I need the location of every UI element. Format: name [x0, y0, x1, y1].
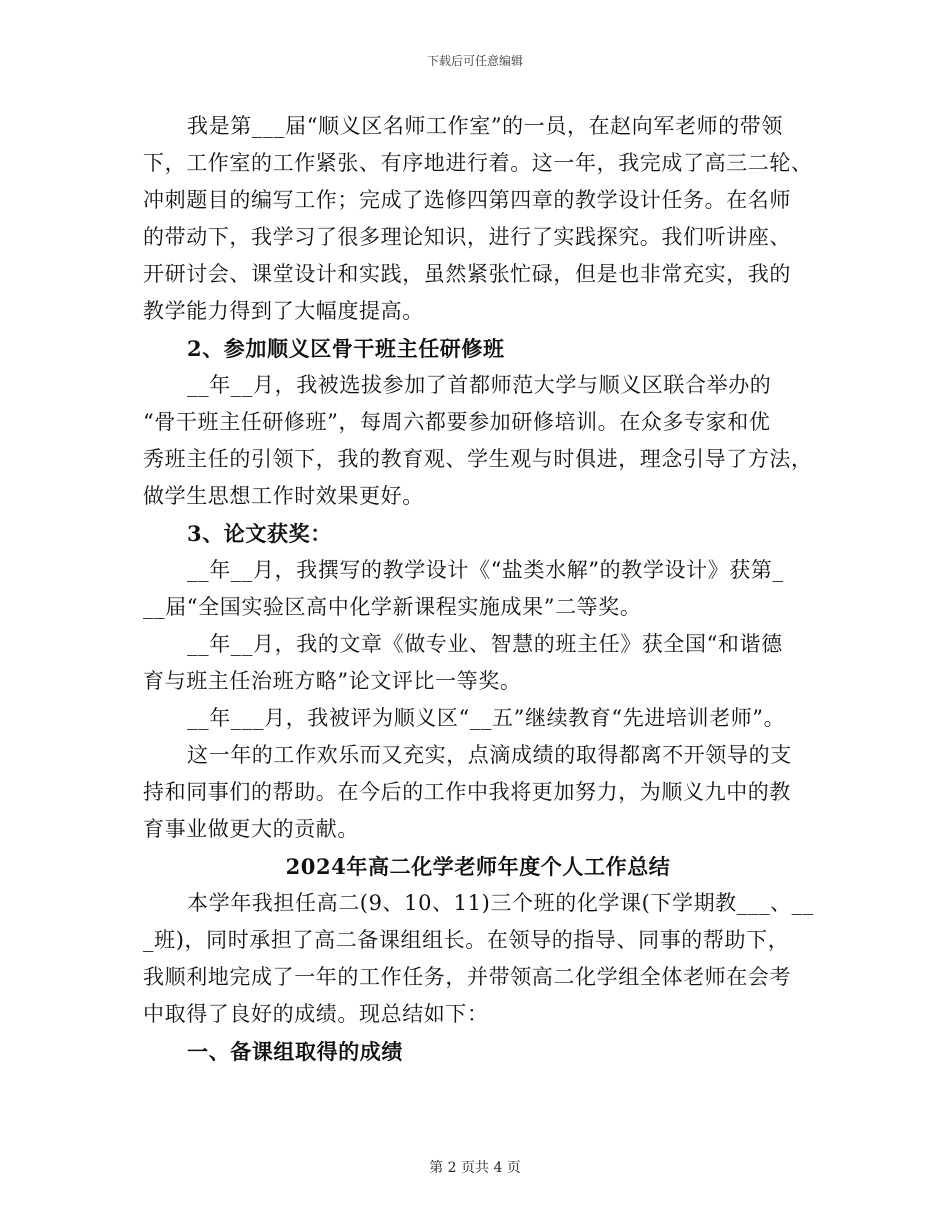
document-body — [143, 108, 813, 1070]
paragraph-line: 我顺利地完成了一年的工作任务，并带领高二化学组全体老师在会考 — [143, 965, 791, 989]
paragraph-line: __届“全国实验区高中化学新课程实施成果”二等奖。 — [143, 595, 642, 619]
section-heading: 3、论文获奖： — [187, 521, 332, 546]
paragraph-line: _班)，同时承担了高二备课组组长。在领导的指导、同事的帮助下， — [143, 928, 790, 952]
paragraph-line: 中取得了良好的成绩。现总结如下： — [143, 1002, 489, 1026]
paragraph-line: __年__月，我撰写的教学设计《“盐类水解”的教学设计》获第_ — [187, 558, 784, 582]
paragraph-line: 我是第___届“顺义区名师工作室”的一员，在赵向军老师的带领 — [187, 114, 783, 138]
paragraph-line: 育事业做更大的贡献。 — [143, 817, 359, 841]
paragraph-line: 这一年的工作欢乐而又充实，点滴成绩的取得都离不开领导的支 — [187, 743, 792, 767]
paragraph-line: 教学能力得到了大幅度提高。 — [143, 299, 424, 323]
paragraph-line: 开研讨会、课堂设计和实践，虽然紧张忙碌，但是也非常充实，我的 — [143, 262, 791, 286]
paragraph-line: 下，工作室的工作紧张、有序地进行着。这一年，我完成了高三二轮、 — [143, 151, 813, 175]
paragraph-line: 持和同事们的帮助。在今后的工作中我将更加努力，为顺义九中的教 — [143, 780, 791, 804]
page-header: 下载后可任意编辑 — [426, 54, 523, 68]
section-heading: 2、参加顺义区骨干班主任研修班 — [187, 336, 505, 361]
page-footer: 第 2 页共 4 页 — [429, 1160, 521, 1176]
paragraph-line: 育与班主任治班方略”论文评比一等奖。 — [143, 669, 522, 693]
paragraph-line: 本学年我担任高二(9、10、11)三个班的化学课(下学期教___、__ — [187, 891, 814, 915]
paragraph-line: __年__月，我被选拔参加了首都师范大学与顺义区联合举办的 — [187, 373, 772, 397]
paragraph-line: 的带动下，我学习了很多理论知识，进行了实践探究。我们听讲座、 — [143, 225, 791, 249]
paragraph-line: 做学生思想工作时效果更好。 — [143, 484, 424, 508]
section-title: 2024年高二化学老师年度个人工作总结 — [285, 854, 671, 879]
paragraph-line: __年___月，我被评为顺义区“__五”继续教育“先进培训老师”。 — [187, 706, 786, 730]
section-heading: 一、备课组取得的成绩 — [187, 1039, 403, 1064]
paragraph-line: 冲刺题目的编写工作；完成了选修四第四章的教学设计任务。在名师 — [143, 188, 791, 212]
paragraph-line: “骨干班主任研修班”，每周六都要参加研修培训。在众多专家和优 — [143, 410, 771, 434]
paragraph-line: 秀班主任的引领下，我的教育观、学生观与时俱进，理念引导了方法， — [143, 447, 813, 471]
paragraph-line: __年__月，我的文章《做专业、智慧的班主任》获全国“和谐德 — [187, 632, 783, 656]
